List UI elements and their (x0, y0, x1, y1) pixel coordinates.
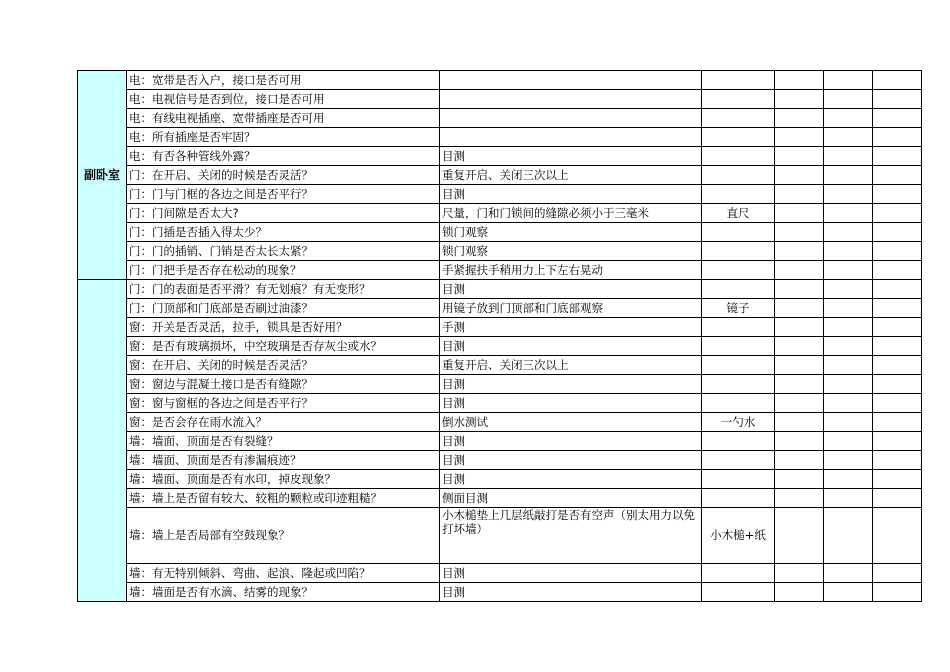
check-tool-cell (702, 356, 775, 375)
check-item-cell: 门：门的插销、门销是否太长太紧？ (127, 242, 440, 261)
check-tool-cell (702, 109, 775, 128)
empty-cell (824, 185, 873, 204)
check-tool-cell (702, 166, 775, 185)
check-item-cell: 墙：墙面、顶面是否有裂缝？ (127, 432, 440, 451)
empty-cell (824, 583, 873, 602)
check-method-cell (440, 71, 702, 90)
empty-cell (873, 489, 922, 508)
check-item-cell: 墙：墙面是否有水滴、结雾的现象？ (127, 583, 440, 602)
empty-cell (873, 337, 922, 356)
check-tool-cell (702, 432, 775, 451)
empty-cell (775, 128, 824, 147)
check-item-cell: 门：门间隙是否太大? (127, 204, 440, 223)
check-item-cell: 窗：窗与窗框的各边之间是否平行？ (127, 394, 440, 413)
check-method-cell: 目测 (440, 394, 702, 413)
check-tool-cell: 镜子 (702, 299, 775, 318)
empty-cell (873, 451, 922, 470)
table-row (78, 185, 922, 204)
check-method-cell: 目测 (440, 451, 702, 470)
empty-cell (873, 564, 922, 583)
check-item-cell: 墙：墙上是否局部有空鼓现象？ (127, 508, 440, 564)
empty-cell (873, 413, 922, 432)
empty-cell (873, 166, 922, 185)
check-method-cell: 重复开启、关闭三次以上 (440, 356, 702, 375)
check-item-cell: 电：电视信号是否到位，接口是否可用 (127, 90, 440, 109)
table-row (78, 413, 922, 432)
table-row (78, 489, 922, 508)
table-row (78, 109, 922, 128)
empty-cell (824, 337, 873, 356)
empty-cell (873, 90, 922, 109)
empty-cell (775, 413, 824, 432)
empty-cell (873, 71, 922, 90)
check-item-cell: 门：门与门框的各边之间是否平行？ (127, 185, 440, 204)
table-row (78, 432, 922, 451)
empty-cell (873, 299, 922, 318)
check-method-cell: 目测 (440, 583, 702, 602)
empty-cell (775, 375, 824, 394)
empty-cell (873, 223, 922, 242)
empty-cell (873, 432, 922, 451)
empty-cell (873, 147, 922, 166)
empty-cell (775, 489, 824, 508)
empty-cell (873, 318, 922, 337)
empty-cell (824, 204, 873, 223)
empty-cell (873, 508, 922, 564)
check-tool-cell (702, 90, 775, 109)
check-tool-cell (702, 489, 775, 508)
check-method-cell: 手测 (440, 318, 702, 337)
empty-cell (873, 356, 922, 375)
check-item-cell: 墙：有无特别倾斜、弯曲、起浪、隆起或凹陷？ (127, 564, 440, 583)
room-label: 副卧室 (78, 71, 127, 280)
check-item-cell: 电：有否各种管线外露？ (127, 147, 440, 166)
empty-cell (824, 261, 873, 280)
table-row (78, 394, 922, 413)
empty-cell (775, 564, 824, 583)
check-method-cell: 小木槌垫上几层纸敲打是否有空声（别太用力以免打坏墙） (440, 508, 702, 564)
check-method-cell: 目测 (440, 185, 702, 204)
empty-cell (775, 242, 824, 261)
empty-cell (824, 451, 873, 470)
empty-cell (824, 242, 873, 261)
empty-cell (873, 394, 922, 413)
table-row (78, 261, 922, 280)
empty-cell (775, 508, 824, 564)
table-row (78, 470, 922, 489)
empty-cell (775, 90, 824, 109)
empty-cell (873, 204, 922, 223)
check-tool-cell (702, 564, 775, 583)
table-row (78, 71, 922, 90)
empty-cell (824, 223, 873, 242)
room-cell-continued (78, 280, 127, 602)
table-row (78, 299, 922, 318)
table-row (78, 451, 922, 470)
table-row (78, 508, 922, 564)
check-method-cell (440, 109, 702, 128)
table-row (78, 204, 922, 223)
empty-cell (824, 128, 873, 147)
empty-cell (873, 583, 922, 602)
empty-cell (824, 508, 873, 564)
empty-cell (824, 413, 873, 432)
empty-cell (775, 470, 824, 489)
check-tool-cell (702, 71, 775, 90)
check-method-cell: 目测 (440, 375, 702, 394)
empty-cell (824, 299, 873, 318)
check-item-cell: 电：宽带是否入户，接口是否可用 (127, 71, 440, 90)
empty-cell (775, 109, 824, 128)
check-method-cell: 用镜子放到门顶部和门底部观察 (440, 299, 702, 318)
empty-cell (873, 375, 922, 394)
empty-cell (775, 185, 824, 204)
empty-cell (775, 166, 824, 185)
check-tool-cell: 小木槌+纸 (702, 508, 775, 564)
empty-cell (775, 71, 824, 90)
empty-cell (824, 356, 873, 375)
check-tool-cell: 直尺 (702, 204, 775, 223)
table-row (78, 280, 922, 299)
empty-cell (873, 128, 922, 147)
check-item-cell: 窗：是否有玻璃损坏，中空玻璃是否存灰尘或水？ (127, 337, 440, 356)
empty-cell (824, 564, 873, 583)
check-tool-cell (702, 337, 775, 356)
check-tool-cell (702, 280, 775, 299)
empty-cell (775, 261, 824, 280)
check-method-cell: 目测 (440, 337, 702, 356)
table-row (78, 128, 922, 147)
empty-cell (873, 280, 922, 299)
empty-cell (775, 432, 824, 451)
empty-cell (775, 280, 824, 299)
check-item-cell: 电：所有插座是否牢固？ (127, 128, 440, 147)
check-method-cell: 目测 (440, 564, 702, 583)
check-tool-cell (702, 470, 775, 489)
check-tool-cell (702, 318, 775, 337)
empty-cell (873, 470, 922, 489)
check-item-cell: 门：门顶部和门底部是否刷过油漆？ (127, 299, 440, 318)
check-method-cell: 目测 (440, 470, 702, 489)
check-item-cell: 门：在开启、关闭的时候是否灵活？ (127, 166, 440, 185)
empty-cell (775, 337, 824, 356)
check-tool-cell (702, 223, 775, 242)
empty-cell (824, 90, 873, 109)
table-row (78, 318, 922, 337)
empty-cell (824, 166, 873, 185)
empty-cell (775, 451, 824, 470)
check-tool-cell (702, 128, 775, 147)
check-tool-cell (702, 185, 775, 204)
empty-cell (824, 109, 873, 128)
empty-cell (873, 185, 922, 204)
table-row (78, 564, 922, 583)
check-item-cell: 窗：在开启、关闭的时候是否灵活？ (127, 356, 440, 375)
table-row (78, 223, 922, 242)
empty-cell (873, 261, 922, 280)
empty-cell (824, 375, 873, 394)
check-item-cell: 电：有线电视插座、宽带插座是否可用 (127, 109, 440, 128)
table-row (78, 583, 922, 602)
check-tool-cell (702, 451, 775, 470)
check-method-cell: 手紧握扶手稍用力上下左右晃动 (440, 261, 702, 280)
check-item-cell: 门：门把手是否存在松动的现象？ (127, 261, 440, 280)
check-tool-cell (702, 583, 775, 602)
check-item-cell: 墙：墙上是否留有较大、较粗的颗粒或印迹粗糙？ (127, 489, 440, 508)
check-tool-cell (702, 394, 775, 413)
check-tool-cell (702, 242, 775, 261)
check-item-cell: 门：门插是否插入得太少？ (127, 223, 440, 242)
empty-cell (824, 280, 873, 299)
empty-cell (824, 318, 873, 337)
check-tool-cell: 一勺水 (702, 413, 775, 432)
check-item-cell: 窗：开关是否灵活，拉手，锁具是否好用？ (127, 318, 440, 337)
check-tool-cell (702, 147, 775, 166)
empty-cell (824, 470, 873, 489)
empty-cell (824, 489, 873, 508)
check-method-cell: 倒水测试 (440, 413, 702, 432)
empty-cell (824, 432, 873, 451)
check-method-cell: 目测 (440, 432, 702, 451)
empty-cell (775, 223, 824, 242)
table-row (78, 375, 922, 394)
check-method-cell (440, 128, 702, 147)
table-row (78, 337, 922, 356)
check-tool-cell (702, 375, 775, 394)
empty-cell (873, 109, 922, 128)
empty-cell (824, 71, 873, 90)
empty-cell (775, 147, 824, 166)
check-item-cell: 窗：是否会存在雨水流入？ (127, 413, 440, 432)
inspection-table-body (78, 71, 922, 602)
table-row (78, 166, 922, 185)
check-method-cell: 重复开启、关闭三次以上 (440, 166, 702, 185)
check-method-cell: 目测 (440, 147, 702, 166)
empty-cell (775, 204, 824, 223)
check-method-cell (440, 90, 702, 109)
check-method-cell: 尺量，门和门锁间的缝隙必须小于三毫米 (440, 204, 702, 223)
check-item-cell: 墙：墙面、顶面是否有水印，掉皮现象？ (127, 470, 440, 489)
empty-cell (824, 394, 873, 413)
table-row (78, 356, 922, 375)
empty-cell (775, 394, 824, 413)
empty-cell (775, 583, 824, 602)
empty-cell (873, 242, 922, 261)
check-item-cell: 窗：窗边与混凝土接口是否有缝隙？ (127, 375, 440, 394)
empty-cell (824, 147, 873, 166)
inspection-table (77, 70, 922, 602)
check-method-cell: 目测 (440, 280, 702, 299)
check-method-cell: 锁门观察 (440, 242, 702, 261)
empty-cell (775, 356, 824, 375)
check-item-cell: 墙：墙面、顶面是否有渗漏痕迹？ (127, 451, 440, 470)
check-method-cell: 锁门观察 (440, 223, 702, 242)
check-method-cell: 侧面目测 (440, 489, 702, 508)
table-row (78, 242, 922, 261)
check-item-cell: 门：门的表面是否平滑？有无划痕？有无变形？ (127, 280, 440, 299)
table-row (78, 147, 922, 166)
table-row (78, 90, 922, 109)
check-tool-cell (702, 261, 775, 280)
inspection-sheet (77, 70, 922, 602)
empty-cell (775, 318, 824, 337)
empty-cell (775, 299, 824, 318)
